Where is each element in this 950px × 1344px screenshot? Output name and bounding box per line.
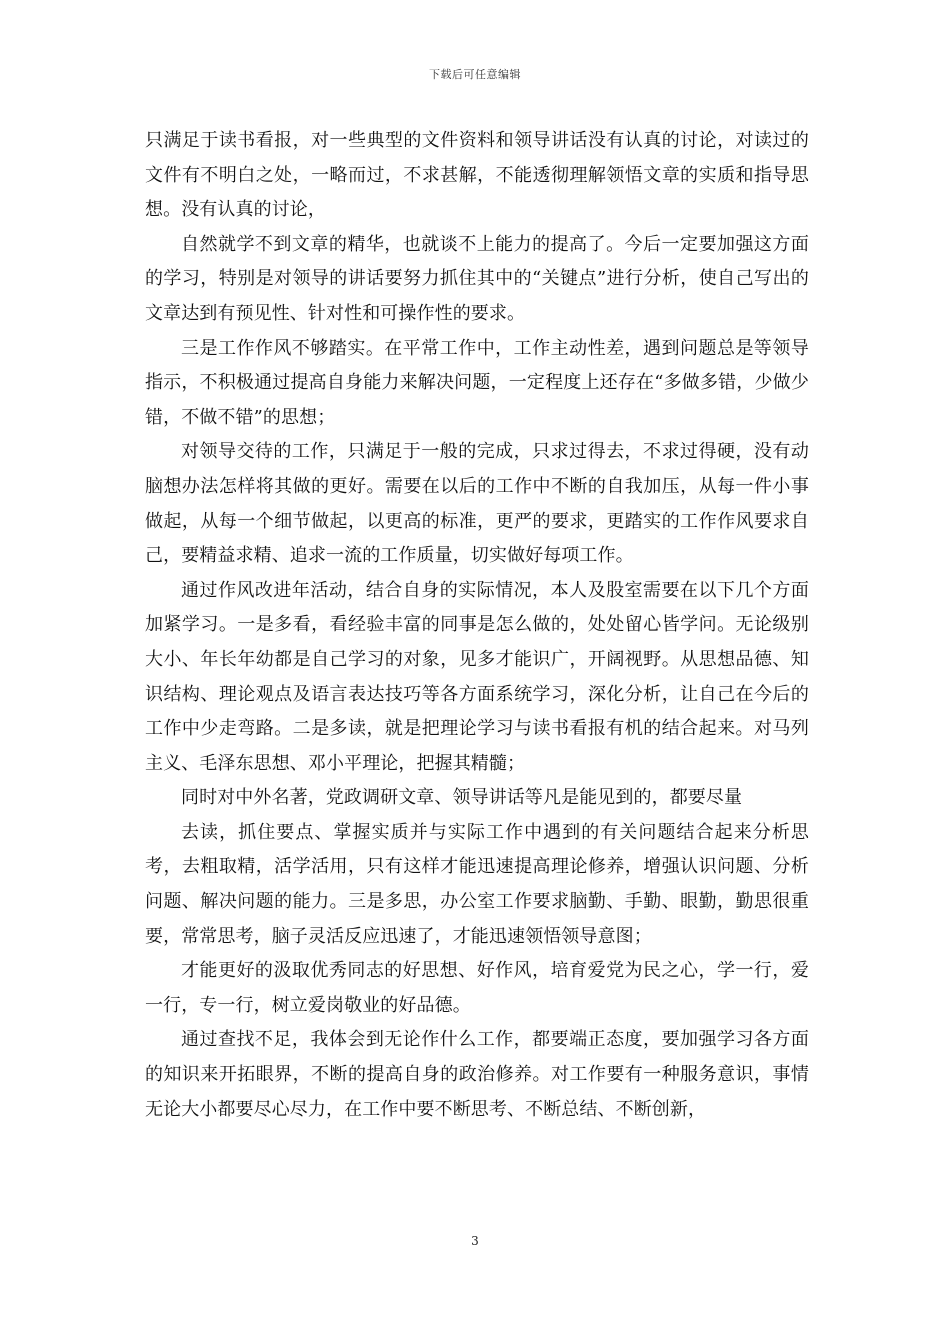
page-number: 3 <box>471 1234 479 1248</box>
paragraph-2: 自然就学不到文章的精华，也就谈不上能力的提高了。今后一定要加强这方面的学习，特别是对领导的讲话要努力抓住其中的“关键点”进行分析，使自己写出的文章达到有预见性、针对性和可操作性的要求。 <box>145 233 809 324</box>
paragraph-3: 三是工作作风不够踏实。在平常工作中，工作主动性差，遇到问题总是等领导指示，不积极通过提高自身能力来解决问题，一定程度上还存在“多做多错，少做少错，不做不错”的思想； <box>145 337 809 428</box>
paragraph-6: 同时对中外名著，党政调研文章、领导讲话等凡是能见到的，都要尽量 <box>181 787 743 809</box>
paragraph-1: 只满足于读书看报，对一些典型的文件资料和领导讲话没有认真的讨论，对读过的文件有不明白之处，一略而过，不求甚解，不能透彻理解领悟文章的实质和指导思想。没有认真的讨论， <box>145 130 809 221</box>
paragraph-7: 去读，抓住要点、掌握实质并与实际工作中遇到的有关问题结合起来分析思考，去粗取精，活学活用，只有这样才能迅速提高理论修养，增强认识问题、分析问题、解决问题的能力。三是多思，办公室工作要求脑勤、手勤、眼勤，勤思很重要，常常思考，脑子灵活反应迅速了，才能迅速领悟领导意图； <box>145 821 809 947</box>
document-body <box>145 124 809 1127</box>
paragraph-8: 才能更好的汲取优秀同志的好思想、好作风，培育爱党为民之心，学一行，爱一行，专一行，树立爱岗敬业的好品德。 <box>145 960 809 1016</box>
paragraph-9: 通过查找不足，我体会到无论作什么工作，都要端正态度，要加强学习各方面的知识来开拓眼界，不断的提高自身的政治修养。对工作要有一种服务意识，事情无论大小都要尽心尽力，在工作中要不断思考、不断总结、不断创新， <box>145 1029 809 1120</box>
paragraph-5: 通过作风改进年活动，结合自身的实际情况，本人及股室需要在以下几个方面加紧学习。一是多看，看经验丰富的同事是怎么做的，处处留心皆学问。无论级别大小、年长年幼都是自己学习的对象，见多才能识广，开阔视野。从思想品德、知识结构、理论观点及语言表达技巧等各方面系统学习，深化分析，让自己在今后的工作中少走弯路。二是多读，就是把理论学习与读书看报有机的结合起来。对马列主义、毛泽东思想、邓小平理论，把握其精髓； <box>145 579 809 774</box>
page-header: 下载后可任意编辑 <box>429 68 521 81</box>
paragraph-4: 对领导交待的工作，只满足于一般的完成，只求过得去，不求过得硬，没有动脑想办法怎样将其做的更好。需要在以后的工作中不断的自我加压，从每一件小事做起，从每一个细节做起，以更高的标准，更严的要求，更踏实的工作作风要求自己，要精益求精、追求一流的工作质量，切实做好每项工作。 <box>145 441 809 567</box>
